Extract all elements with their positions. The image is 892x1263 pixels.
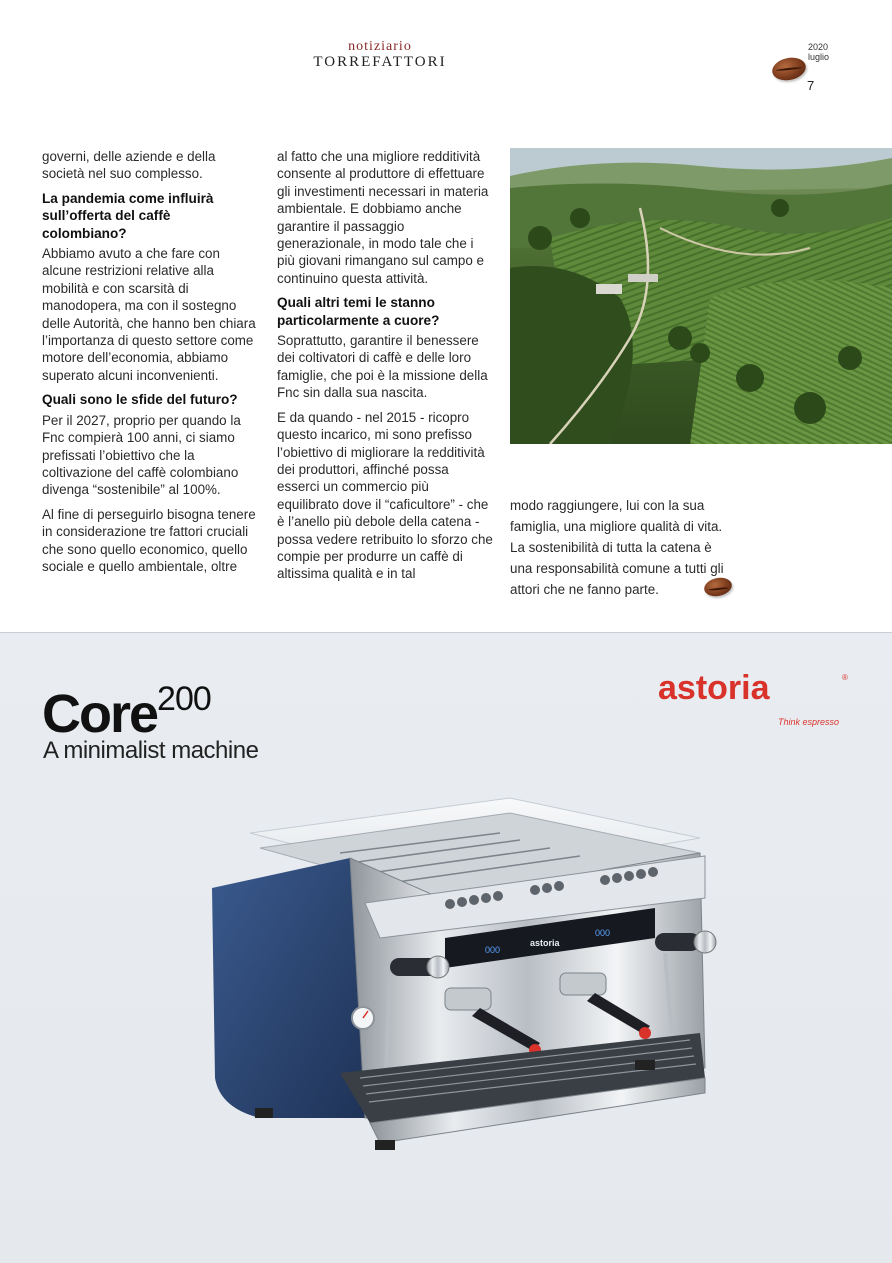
espresso-machine-illustration (200, 788, 730, 1228)
closing-paragraph: modo raggiungere, lui con la sua famiglia, una migliore qualità di vita. La sostenibilità di tutta la catena è una responsabilità comune a tutti gli attori che ne fanno parte. (510, 498, 724, 597)
paragraph: Per il 2027, proprio per quando la Fnc compierà 100 anni, ci siamo prefissati l’obiettivo che la coltivazione del caffè colombiano divenga “sostenibile” al 100%. (42, 412, 241, 498)
issue-date (808, 42, 829, 62)
coffee-bean-icon (770, 55, 808, 84)
ad-subtitle: A minimalist machine (43, 737, 259, 764)
question-heading: La pandemia come influirà sull’offerta del caffè colombiano? (42, 190, 214, 241)
question-heading: Quali altri temi le stanno particolarmente a cuore? (277, 295, 440, 328)
question-heading: Quali sono le sfide del futuro? (42, 392, 238, 408)
masthead (0, 40, 760, 70)
astoria-logo: astoria (658, 669, 770, 707)
article-column-2 (277, 148, 493, 590)
plantation-illustration (510, 148, 892, 444)
ad-title-main: Core (42, 684, 158, 744)
article-column-1 (42, 148, 258, 582)
ad-title (42, 671, 211, 742)
registered-mark: ® (842, 673, 848, 682)
masthead-title: TORREFATTORI (313, 54, 447, 70)
brand-tagline: Think espresso (778, 717, 840, 727)
issue-month: luglio (808, 52, 830, 62)
page-number: 7 (807, 78, 815, 93)
paragraph (510, 495, 732, 600)
machine-logo: astoria (530, 938, 560, 948)
coffee-plantation-photo (510, 148, 892, 444)
machine-display-right: 000 (595, 928, 611, 938)
paragraph: E da quando - nel 2015 - ricopro questo incarico, mi sono prefisso l’obiettivo di migliorare la redditività dei produttori, affinché possa esserci un commercio più equilibrato dove il “caficultore” - che è l’anello più debole della catena - possa vedere retribuito lo sforzo che compie per produrre un caffè di altissima qualità e in tal (277, 409, 493, 582)
machine-display-left: 000 (485, 945, 501, 955)
paragraph: al fatto che una migliore redditività consente al produttore di effettuare gli investimenti necessari in materia ambientale. E dobbiamo anche garantire il passaggio generazionale, in modo tale che i più giovani rimangano sul campo e continuino questa attività. (277, 149, 489, 286)
paragraph: Abbiamo avuto a che fare con alcune restrizioni relative alla mobilità e con scarsità di manodopera, ma con il sostegno delle Autorità, che hanno ben chiara l’importanza di questo settore come motore dell’economia, abbiamo superato alcuni inconvenienti. (42, 246, 256, 383)
issue-year: 2020 (808, 42, 829, 52)
paragraph: Soprattutto, garantire il benessere dei coltivatori di caffè e delle loro famiglie, che poi è la missione della Fnc sin dalla sua nascita. (277, 333, 488, 401)
masthead-top: notiziario (348, 39, 412, 54)
ad-title-model: 200 (157, 680, 211, 718)
paragraph: Al fine di perseguirlo bisogna tenere in considerazione tre fattori cruciali che sono quello economico, quello sociale e quello ambientale, oltre (42, 506, 256, 574)
advertisement-astoria (0, 632, 892, 1263)
article-column-3 (510, 495, 732, 607)
paragraph: governi, delle aziende e della società nel suo complesso. (42, 149, 216, 182)
